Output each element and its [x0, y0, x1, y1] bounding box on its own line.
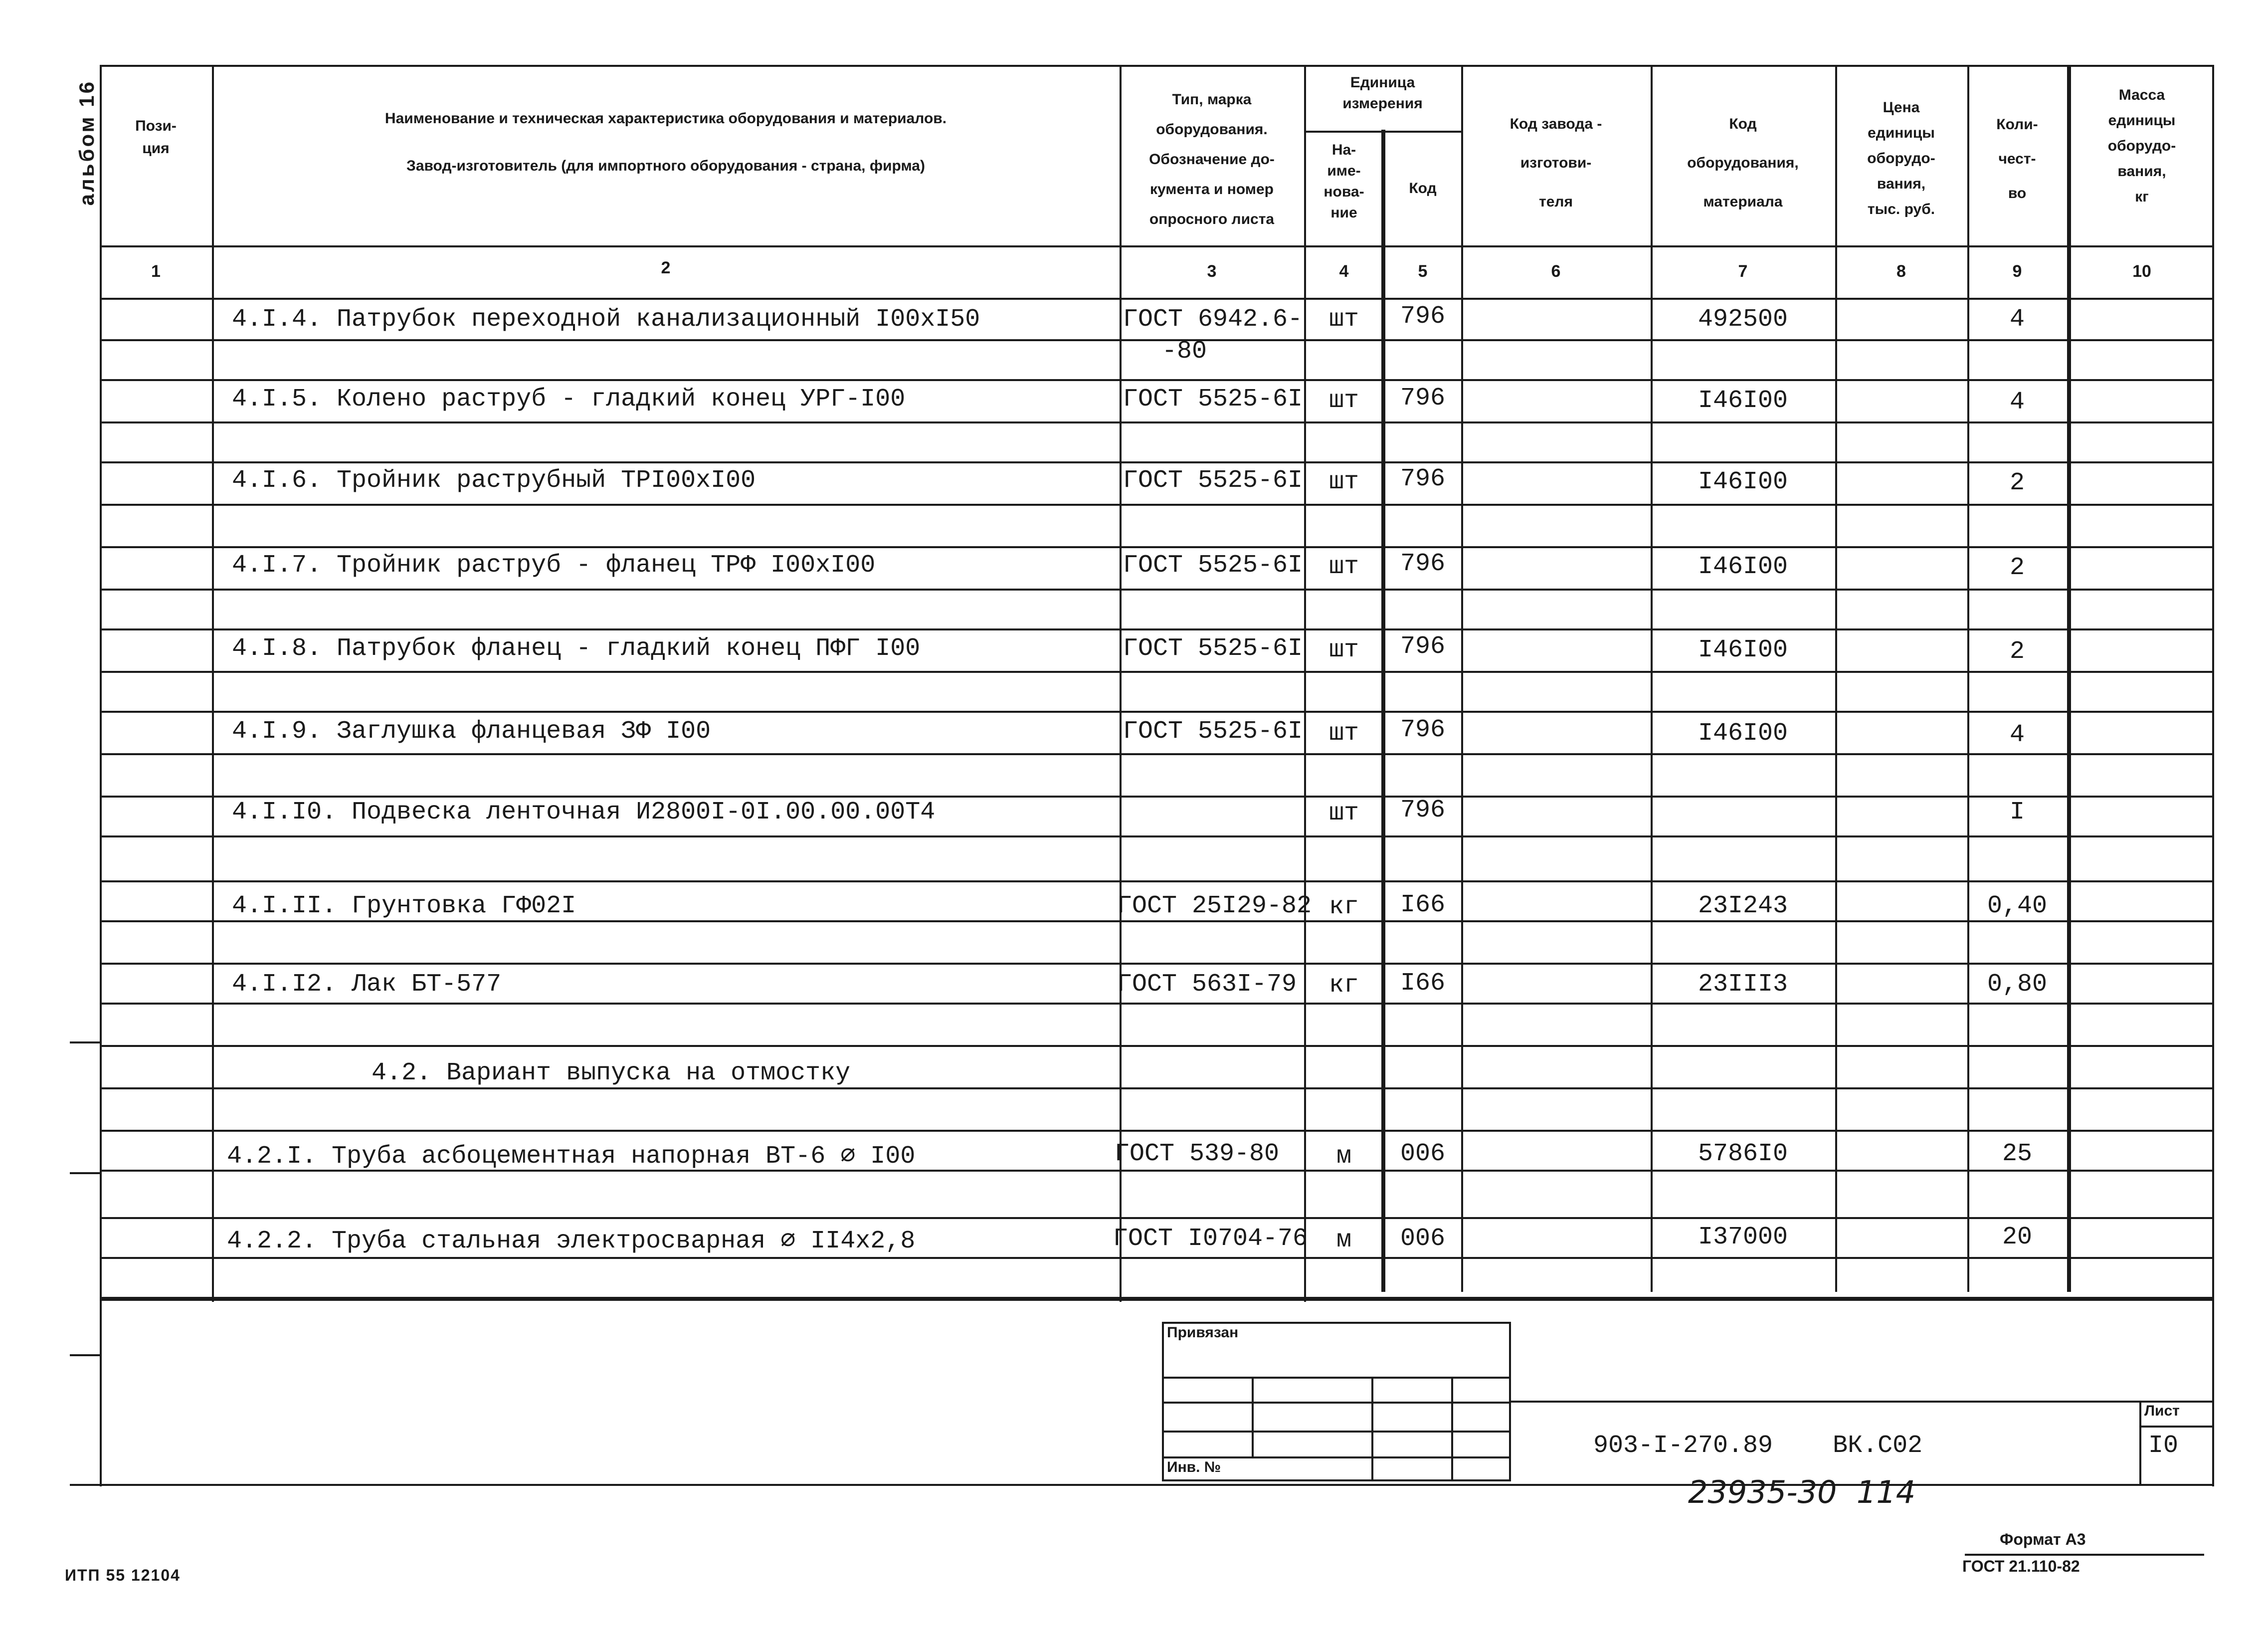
- frame-tick: [70, 1041, 100, 1043]
- row-qty: 2: [2009, 469, 2025, 497]
- colnum-bottom-line: [100, 298, 2214, 300]
- row-line: [100, 339, 2214, 341]
- row-unit-code: 796: [1400, 716, 1445, 744]
- row-doc: ГОСТ I0704-76: [1113, 1225, 1308, 1253]
- row-item-name: 4.I.4. Патрубок переходной канализационный I00xI50: [232, 305, 980, 334]
- row-unit-code: 796: [1400, 632, 1445, 661]
- row-equip-code: 492500: [1698, 305, 1788, 334]
- row-unit-code: I66: [1400, 969, 1445, 998]
- row-line: [100, 1130, 2214, 1132]
- row-doc: ГОСТ 25I29-82: [1117, 892, 1312, 920]
- row-equip-code: I37000: [1698, 1223, 1788, 1251]
- frame-top: [100, 65, 2214, 67]
- stamp-line: [1162, 1377, 1511, 1379]
- col-line: [1835, 65, 1837, 1292]
- colnum-8: 8: [1896, 262, 1906, 281]
- designation-top-line: [1511, 1401, 2212, 1403]
- colnum-7: 7: [1738, 262, 1748, 281]
- frame-right: [2212, 65, 2214, 1486]
- row-doc: ГОСТ 539-80: [1115, 1140, 1280, 1168]
- row-doc-cont: -80: [1162, 337, 1207, 366]
- row-unit-code: I66: [1400, 891, 1445, 919]
- col-line-bold: [2067, 65, 2071, 1292]
- row-equip-code: I46I00: [1698, 387, 1788, 415]
- row-qty: 25: [2002, 1140, 2032, 1168]
- stamp-col: [1252, 1377, 1254, 1456]
- row-line: [100, 796, 2214, 798]
- row-line: [100, 711, 2214, 713]
- header-unit-name: На- име- нова- ние: [1323, 142, 1364, 221]
- handwritten-number: 23935-30 114: [1688, 1474, 1916, 1510]
- row-line: [100, 379, 2214, 381]
- colnum-3: 3: [1207, 262, 1217, 281]
- row-qty: I: [2009, 798, 2025, 826]
- colnum-9: 9: [2012, 262, 2022, 281]
- row-unit: м: [1336, 1226, 1351, 1254]
- row-unit: м: [1336, 1142, 1351, 1171]
- side-album-label: альбом 16: [75, 80, 98, 206]
- header-unit-group: Единица измерения: [1342, 74, 1423, 112]
- row-equip-code: 23III3: [1698, 970, 1788, 999]
- header-mass: Масса единицы оборудо- вания, кг: [2107, 87, 2176, 205]
- row-doc: ГОСТ 563I-79: [1117, 970, 1297, 999]
- row-qty: 0,40: [1987, 892, 2048, 920]
- row-line: [100, 589, 2214, 591]
- row-unit: шт: [1328, 387, 1359, 415]
- row-line: [100, 880, 2214, 882]
- col-line: [1651, 65, 1653, 1292]
- row-unit: шт: [1328, 468, 1359, 496]
- row-doc: ГОСТ 5525-6I: [1123, 634, 1303, 663]
- col-line: [1967, 65, 1969, 1292]
- col-line: [1304, 65, 1306, 1302]
- col-line: [212, 65, 214, 1302]
- row-qty: 2: [2009, 554, 2025, 582]
- row-qty: 2: [2009, 637, 2025, 666]
- row-doc: ГОСТ 5525-6I: [1123, 466, 1303, 495]
- row-equip-code: 23I243: [1698, 892, 1788, 920]
- row-item-name: 4.I.9. Заглушка фланцевая ЗФ I00: [232, 717, 711, 746]
- frame-tick: [70, 1172, 100, 1174]
- row-unit-code: 796: [1400, 384, 1445, 412]
- colnum-1: 1: [151, 262, 161, 281]
- row-unit: шт: [1328, 799, 1359, 827]
- row-line: [100, 461, 2214, 463]
- stamp-line: [1162, 1402, 1511, 1404]
- row-line: [100, 920, 2214, 922]
- sheet-number: I0: [2148, 1432, 2179, 1460]
- row-qty: 4: [2009, 388, 2025, 416]
- row-line: [100, 963, 2214, 965]
- row-item-name: 4.I.8. Патрубок фланец - гладкий конец ПФГ I00: [232, 634, 921, 663]
- header-type-mark: Тип, марка оборудования. Обозначение до- кумента и номер опросного листа: [1149, 91, 1275, 227]
- header-price: Цена единицы оборудо- вания, тыс. руб.: [1867, 99, 1935, 217]
- row-item-name: 4.I.7. Тройник раструб - фланец ТРФ I00xI00: [232, 551, 876, 580]
- row-unit: шт: [1328, 553, 1359, 581]
- row-line: [100, 546, 2214, 548]
- row-equip-code: I46I00: [1698, 719, 1788, 748]
- row-line: [100, 1003, 2214, 1005]
- row-unit: шт: [1328, 719, 1359, 748]
- stamp-inv-label: Инв. №: [1167, 1459, 1221, 1475]
- stamp-line: [1162, 1456, 1511, 1458]
- header-position: Пози- ция: [135, 118, 177, 157]
- colnum-6: 6: [1551, 262, 1561, 281]
- row-line: [100, 504, 2214, 506]
- header-equipment-code: Код оборудования, материала: [1687, 116, 1799, 210]
- stamp-col: [1451, 1377, 1453, 1481]
- row-line: [100, 1087, 2214, 1089]
- row-equip-code: I46I00: [1698, 636, 1788, 664]
- section-title: 4.2. Вариант выпуска на отмостку: [372, 1059, 851, 1087]
- header-sub-line: [1304, 131, 1461, 133]
- row-unit: кг: [1328, 971, 1359, 1000]
- row-doc: ГОСТ 5525-6I: [1123, 385, 1303, 413]
- bottom-left-code: ИТП 55 12104: [65, 1566, 181, 1584]
- header-name-line2: Завод-изготовитель (для импортного оборудования - страна, фирма): [406, 158, 925, 174]
- sheet-box-line: [2139, 1426, 2212, 1428]
- row-unit-code: 006: [1400, 1225, 1445, 1253]
- colnum-10: 10: [2132, 262, 2151, 281]
- row-qty: 0,80: [1987, 970, 2048, 999]
- header-unit-code: Код: [1409, 180, 1437, 197]
- sheet-box-left: [2139, 1401, 2141, 1485]
- row-line: [100, 421, 2214, 423]
- row-qty: 4: [2009, 305, 2025, 334]
- frame-left: [100, 65, 102, 1486]
- row-line: [100, 835, 2214, 837]
- row-line: [100, 1045, 2214, 1047]
- table-bottom-line: [100, 1297, 2214, 1301]
- col-line: [1461, 65, 1463, 1292]
- colnum-2: 2: [661, 258, 671, 277]
- row-line: [100, 628, 2214, 630]
- row-item-name: 4.I.I2. Лак БТ-577: [232, 970, 502, 999]
- row-doc: ГОСТ 5525-6I: [1123, 717, 1303, 746]
- stamp-line: [1162, 1431, 1511, 1433]
- row-item-name: 4.2.I. Труба асбоцементная напорная ВТ-6 ∅ I00: [227, 1142, 916, 1171]
- header-quantity: Коли- чест- во: [1996, 116, 2038, 202]
- row-unit: шт: [1328, 636, 1359, 664]
- row-item-name: 4.I.I0. Подвеска ленточная И2800I-0I.00.00.00Т4: [232, 798, 936, 826]
- row-doc: ГОСТ 5525-6I: [1123, 551, 1303, 580]
- row-unit-code: 006: [1400, 1140, 1445, 1168]
- row-item-name: 4.2.2. Труба стальная электросварная ∅ II4x2,8: [227, 1227, 916, 1255]
- row-unit-code: 796: [1400, 796, 1445, 825]
- row-line: [100, 753, 2214, 755]
- row-item-name: 4.I.II. Грунтовка ГФ02I: [232, 892, 576, 920]
- header-factory-code: Код завода - изготови- теля: [1510, 116, 1602, 210]
- format-underline: [1965, 1554, 2204, 1556]
- colnum-4: 4: [1339, 262, 1349, 281]
- row-qty: 20: [2002, 1223, 2032, 1251]
- row-qty: 4: [2009, 721, 2025, 749]
- row-item-name: 4.I.6. Тройник раструбный ТРI00xI00: [232, 466, 756, 495]
- sheet-label: Лист: [2144, 1403, 2180, 1419]
- row-equip-code: I46I00: [1698, 553, 1788, 581]
- row-unit-code: 796: [1400, 465, 1445, 493]
- col-line: [1120, 65, 1122, 1302]
- row-equip-code: 5786I0: [1698, 1140, 1788, 1168]
- row-doc: ГОСТ 6942.6-: [1123, 305, 1303, 334]
- gost-label: ГОСТ 21.110-82: [1962, 1557, 2080, 1575]
- stamp-privyazan-label: Привязан: [1167, 1324, 1239, 1341]
- row-line: [100, 1217, 2214, 1219]
- header-bottom-line: [100, 245, 2214, 247]
- stamp-col: [1371, 1377, 1373, 1481]
- format-label: Формат А3: [2000, 1530, 2086, 1548]
- document-designation: 903-I-270.89 ВК.С02: [1593, 1432, 1923, 1460]
- row-unit: кг: [1328, 893, 1359, 921]
- row-unit: шт: [1328, 305, 1359, 334]
- frame-tick: [70, 1354, 100, 1356]
- row-equip-code: I46I00: [1698, 468, 1788, 496]
- row-line: [100, 1257, 2214, 1259]
- row-item-name: 4.I.5. Колено раструб - гладкий конец УРГ-I00: [232, 385, 906, 413]
- row-unit-code: 796: [1400, 302, 1445, 331]
- row-line: [100, 671, 2214, 673]
- header-name-line1: Наименование и техническая характеристика оборудования и материалов.: [384, 110, 947, 127]
- colnum-5: 5: [1418, 262, 1428, 281]
- row-unit-code: 796: [1400, 550, 1445, 578]
